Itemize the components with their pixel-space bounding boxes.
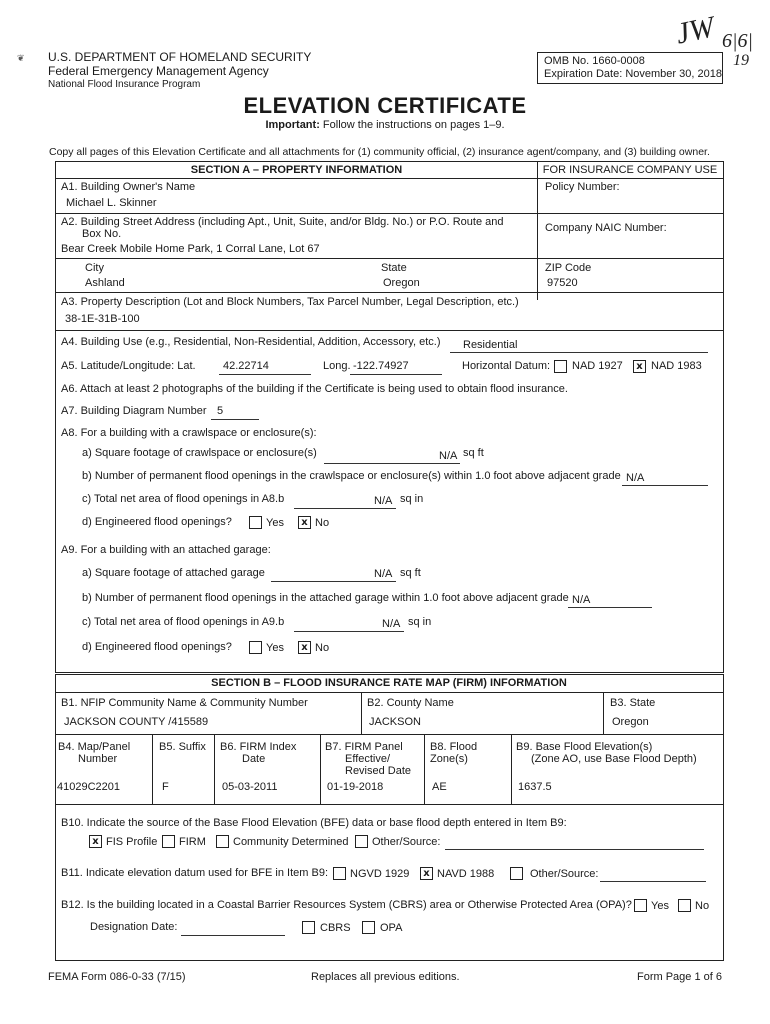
opa-label: OPA bbox=[380, 922, 403, 934]
b1-value[interactable]: JACKSON COUNTY /415589 bbox=[64, 716, 209, 728]
b11-label: B11. Indicate elevation datum used for BFE in Item B9: bbox=[61, 867, 328, 879]
a8d-label: d) Engineered flood openings? bbox=[82, 516, 232, 528]
b10-firm-label: FIRM bbox=[179, 836, 206, 848]
b2-value[interactable]: JACKSON bbox=[369, 716, 421, 728]
rule bbox=[55, 292, 723, 293]
a8c-value[interactable]: N/A bbox=[374, 495, 393, 507]
handwritten-initials: JW bbox=[672, 10, 718, 51]
designation-date-label: Designation Date: bbox=[90, 921, 178, 933]
b4-label: B4. Map/Panel bbox=[58, 741, 131, 753]
b1-label: B1. NFIP Community Name & Community Number bbox=[61, 697, 308, 709]
a9a-unit: sq ft bbox=[400, 567, 421, 579]
a5-lat-value[interactable]: 42.22714 bbox=[223, 360, 269, 372]
a4-label: A4. Building Use (e.g., Residential, Non-Residential, Addition, Accessory, etc.) bbox=[61, 336, 441, 348]
b5-value[interactable]: F bbox=[162, 781, 169, 793]
b11-navd-label: NAVD 1988 bbox=[437, 868, 495, 880]
b10-community-label: Community Determined bbox=[233, 836, 349, 848]
city-value[interactable]: Ashland bbox=[85, 277, 125, 289]
b6-label-cont: Date bbox=[242, 753, 266, 765]
rule bbox=[603, 692, 604, 734]
rule bbox=[55, 213, 723, 214]
b12-no-label: No bbox=[695, 900, 710, 912]
a9a-label: a) Square footage of attached garage bbox=[82, 567, 265, 579]
b10-fis-label: FIS Profile bbox=[106, 836, 158, 848]
a9c-label: c) Total net area of flood openings in A9.b bbox=[82, 616, 285, 628]
rule bbox=[537, 161, 538, 300]
a5-long-underline bbox=[350, 374, 442, 375]
a5-datum-label: Horizontal Datum: bbox=[462, 360, 551, 372]
designation-date-underline[interactable] bbox=[181, 935, 285, 936]
a8c-label: c) Total net area of flood openings in A8.b bbox=[82, 493, 285, 505]
handwritten-date: 6|6| bbox=[722, 30, 753, 52]
a7-value[interactable]: 5 bbox=[217, 405, 224, 417]
a5-long-label: Long. bbox=[323, 360, 351, 372]
expiration-date: Expiration Date: November 30, 2018 bbox=[544, 68, 722, 80]
important-text: Follow the instructions on pages 1–9. bbox=[322, 119, 505, 131]
copy-note: Copy all pages of this Elevation Certificate and all attachments for (1) community official, (2) insurance agent/company, and (3) building owner. bbox=[49, 146, 710, 158]
b6-label: B6. FIRM Index bbox=[220, 741, 297, 753]
a9c-underline bbox=[294, 631, 404, 632]
program-name: National Flood Insurance Program bbox=[48, 79, 201, 90]
b4-value[interactable]: 41029C2201 bbox=[57, 781, 121, 793]
a5-label: A5. Latitude/Longitude: Lat. bbox=[61, 360, 196, 372]
a4-value[interactable]: Residential bbox=[463, 339, 518, 351]
b12-yes-label: Yes bbox=[651, 900, 669, 912]
state-label: State bbox=[381, 262, 407, 274]
rule bbox=[320, 734, 321, 804]
handwritten-date-2: 19 bbox=[733, 52, 749, 69]
b11-ngvd-checkbox[interactable] bbox=[333, 867, 346, 880]
a9c-unit: sq in bbox=[408, 616, 432, 628]
a8d-no-checkbox[interactable]: x bbox=[298, 516, 311, 529]
b9-value[interactable]: 1637.5 bbox=[518, 781, 552, 793]
insurance-use-title: FOR INSURANCE COMPANY USE bbox=[542, 164, 718, 176]
nad1927-label: NAD 1927 bbox=[572, 360, 623, 372]
a8a-unit: sq ft bbox=[463, 447, 484, 459]
rule bbox=[55, 178, 723, 179]
b4-label-cont: Number bbox=[78, 753, 118, 765]
important-label: Important: bbox=[265, 119, 320, 131]
replaces-note: Replaces all previous editions. bbox=[311, 971, 460, 983]
b12-yes-checkbox[interactable] bbox=[634, 899, 647, 912]
a8c-unit: sq in bbox=[400, 493, 424, 505]
b9-label: B9. Base Flood Elevation(s) bbox=[516, 741, 653, 753]
b8-value[interactable]: AE bbox=[432, 781, 447, 793]
b7-label: B7. FIRM Panel bbox=[325, 741, 403, 753]
a5-lat-underline bbox=[219, 374, 311, 375]
b10-label: B10. Indicate the source of the Base Flood Elevation (BFE) data or base flood depth entered in Item B9: bbox=[61, 817, 567, 829]
a9b-underline bbox=[568, 607, 652, 608]
a2-value[interactable]: Bear Creek Mobile Home Park, 1 Corral Lane, Lot 67 bbox=[61, 243, 320, 255]
b10-other-checkbox[interactable] bbox=[355, 835, 368, 848]
a8a-value[interactable]: N/A bbox=[439, 450, 458, 462]
a9b-value[interactable]: N/A bbox=[572, 594, 591, 606]
a3-label: A3. Property Description (Lot and Block Numbers, Tax Parcel Number, Legal Description, etc.) bbox=[61, 296, 519, 308]
a5-long-value[interactable]: -122.74927 bbox=[353, 360, 409, 372]
cbrs-checkbox[interactable] bbox=[302, 921, 315, 934]
policy-number-label: Policy Number: bbox=[545, 181, 620, 193]
b7-value[interactable]: 01-19-2018 bbox=[327, 781, 384, 793]
city-label: City bbox=[85, 262, 104, 274]
rule bbox=[55, 692, 723, 693]
a4-underline bbox=[450, 352, 708, 353]
b8-label-cont: Zone(s) bbox=[430, 753, 468, 765]
a9d-label: d) Engineered flood openings? bbox=[82, 641, 232, 653]
omb-number: OMB No. 1660-0008 bbox=[544, 55, 645, 67]
rule bbox=[55, 330, 723, 331]
b11-navd-checkbox[interactable]: x bbox=[420, 867, 433, 880]
zip-value[interactable]: 97520 bbox=[547, 277, 578, 289]
a2-label: A2. Building Street Address (including Apt., Unit, Suite, and/or Bldg. No.) or P.O. Route and bbox=[61, 216, 504, 228]
b2-label: B2. County Name bbox=[367, 697, 454, 709]
a9a-value[interactable]: N/A bbox=[374, 568, 393, 580]
a7-label: A7. Building Diagram Number bbox=[61, 405, 207, 417]
a8a-label: a) Square footage of crawlspace or enclosure(s) bbox=[82, 447, 317, 459]
opa-checkbox[interactable] bbox=[362, 921, 375, 934]
page-number: Form Page 1 of 6 bbox=[637, 971, 722, 983]
a9a-underline bbox=[271, 581, 396, 582]
section-b-title: SECTION B – FLOOD INSURANCE RATE MAP (FIRM) INFORMATION bbox=[211, 677, 567, 689]
b11-other-checkbox[interactable] bbox=[510, 867, 523, 880]
b12-label: B12. Is the building located in a Coastal Barrier Resources System (CBRS) area or Otherwise Protected Area (OPA)? bbox=[61, 899, 632, 911]
a8d-no-label: No bbox=[315, 517, 330, 529]
a8b-underline bbox=[622, 485, 708, 486]
b3-label: B3. State bbox=[610, 697, 656, 709]
a8b-label: b) Number of permanent flood openings in the crawlspace or enclosure(s) within 1.0 foot above adjacent grade bbox=[82, 470, 621, 482]
rule bbox=[55, 804, 723, 805]
b7-label-cont: Effective/ bbox=[345, 753, 391, 765]
rule bbox=[214, 734, 215, 804]
rule bbox=[361, 692, 362, 734]
b5-label: B5. Suffix bbox=[159, 741, 206, 753]
b3-value[interactable]: Oregon bbox=[612, 716, 649, 728]
b11-other-label: Other/Source: bbox=[530, 868, 599, 880]
section-a-title: SECTION A – PROPERTY INFORMATION bbox=[190, 164, 403, 176]
a1-value[interactable]: Michael L. Skinner bbox=[66, 197, 157, 209]
rule bbox=[424, 734, 425, 804]
b10-firm-checkbox[interactable] bbox=[162, 835, 175, 848]
state-value[interactable]: Oregon bbox=[383, 277, 420, 289]
b6-value[interactable]: 05-03-2011 bbox=[222, 781, 278, 793]
a9d-yes-checkbox[interactable] bbox=[249, 641, 262, 654]
punch-mark: ❦ bbox=[17, 53, 25, 63]
b10-fis-checkbox[interactable]: x bbox=[89, 835, 102, 848]
a8d-yes-checkbox[interactable] bbox=[249, 516, 262, 529]
dept-name: U.S. DEPARTMENT OF HOMELAND SECURITY bbox=[48, 50, 312, 64]
form-number: FEMA Form 086-0-33 (7/15) bbox=[48, 971, 186, 983]
a9c-value[interactable]: N/A bbox=[382, 618, 401, 630]
page-title: ELEVATION CERTIFICATE bbox=[243, 93, 527, 118]
a8c-underline bbox=[294, 508, 396, 509]
rule bbox=[55, 258, 723, 259]
important-note bbox=[0, 119, 770, 131]
nad1983-checkbox[interactable]: x bbox=[633, 360, 646, 373]
rule bbox=[55, 734, 723, 735]
b11-other-underline bbox=[600, 881, 706, 882]
a8a-underline bbox=[324, 463, 460, 464]
omb-box bbox=[537, 52, 723, 84]
b11-ngvd-label: NGVD 1929 bbox=[350, 868, 410, 880]
b8-label: B8. Flood bbox=[430, 741, 478, 753]
a8d-yes-label: Yes bbox=[266, 517, 284, 529]
cbrs-label: CBRS bbox=[320, 922, 351, 934]
a6-label: A6. Attach at least 2 photographs of the building if the Certificate is being used to obtain flood insurance. bbox=[61, 383, 568, 395]
a7-underline bbox=[211, 419, 259, 420]
b10-other-underline bbox=[445, 849, 704, 850]
b12-no-checkbox[interactable] bbox=[678, 899, 691, 912]
nad1927-checkbox[interactable] bbox=[554, 360, 567, 373]
b10-other-label: Other/Source: bbox=[372, 836, 441, 848]
b10-community-checkbox[interactable] bbox=[216, 835, 229, 848]
b9-label-cont: (Zone AO, use Base Flood Depth) bbox=[531, 753, 697, 765]
b7-label-cont-2: Revised Date bbox=[345, 765, 412, 777]
zip-label: ZIP Code bbox=[545, 262, 592, 274]
a9-label: A9. For a building with an attached garage: bbox=[61, 544, 271, 556]
nad1983-label: NAD 1983 bbox=[651, 360, 702, 372]
a8b-value[interactable]: N/A bbox=[626, 472, 645, 484]
a1-label: A1. Building Owner's Name bbox=[61, 181, 196, 193]
a9d-yes-label: Yes bbox=[266, 642, 284, 654]
rule bbox=[152, 734, 153, 804]
naic-label: Company NAIC Number: bbox=[545, 222, 667, 234]
a8-label: A8. For a building with a crawlspace or enclosure(s): bbox=[61, 427, 317, 439]
a9d-no-checkbox[interactable]: x bbox=[298, 641, 311, 654]
a9b-label: b) Number of permanent flood openings in the attached garage within 1.0 foot above adjacent grade bbox=[82, 592, 569, 604]
rule bbox=[511, 734, 512, 804]
a3-value[interactable]: 38-1E-31B-100 bbox=[65, 313, 140, 325]
agency-name: Federal Emergency Management Agency bbox=[48, 64, 269, 78]
a9d-no-label: No bbox=[315, 642, 330, 654]
a2-label-cont: Box No. bbox=[82, 228, 122, 240]
